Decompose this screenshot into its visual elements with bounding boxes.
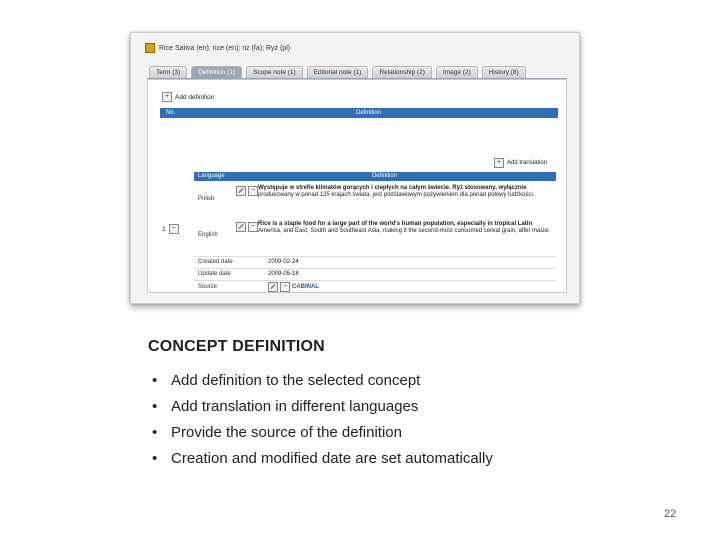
edit-icon[interactable] — [236, 222, 246, 232]
tab-image[interactable]: Image (2) — [436, 66, 478, 78]
column-header-definition: Definition — [356, 110, 382, 116]
tab-editorial-note[interactable]: Editorial note (1) — [307, 66, 369, 78]
bullet-icon: • — [152, 424, 158, 441]
bullet-icon: • — [152, 398, 158, 415]
definition-text: Występuje w strefie klimatów gorących i ciepłych na całym świecie. Ryż stosowany, wyłącznie produkowany w ponad 125 krajach świata, jest podstawowym pożywieniem dla ponad połowy ludzkości. — [258, 185, 535, 199]
row-controls — [236, 222, 258, 232]
translation-table-header — [194, 172, 556, 181]
bullet-list — [148, 368, 493, 472]
created-date-value: 2009-02-24 — [268, 259, 299, 265]
tab-definition[interactable]: Definition (1) — [191, 66, 242, 78]
add-translation-button[interactable] — [494, 158, 547, 168]
definition-panel — [147, 79, 567, 293]
concept-title: Rice Sativa (en); rice (en); riz (fa); Ryż (pl) — [159, 44, 291, 52]
language-name: Polish — [198, 196, 215, 202]
bullet-text: Creation and modified date are set automatically — [171, 450, 493, 467]
update-date-row — [194, 268, 556, 280]
definition-row-number — [162, 224, 179, 234]
remove-source-button[interactable]: − — [280, 282, 290, 292]
update-date-value: 2009-05-18 — [268, 271, 299, 277]
source-value — [268, 282, 319, 292]
tab-history[interactable]: History (8) — [482, 66, 526, 78]
translation-row-polish — [194, 184, 556, 218]
meta-label: Source — [198, 284, 218, 290]
plus-icon: + — [494, 158, 504, 168]
row-controls — [236, 186, 258, 196]
add-translation-label: Add translation — [507, 160, 548, 166]
bullet-text: Provide the source of the definition — [171, 424, 402, 441]
remove-definition-button[interactable]: − — [169, 224, 179, 234]
remove-button[interactable]: − — [248, 186, 258, 196]
edit-icon[interactable] — [268, 282, 278, 292]
page-number: 22 — [664, 508, 677, 520]
bullet-icon: • — [152, 450, 158, 467]
concept-title-bar — [145, 43, 290, 53]
slide-title: CONCEPT DEFINITION — [148, 338, 325, 355]
bullet-item — [148, 368, 493, 394]
translation-row-english — [194, 220, 556, 254]
plus-icon: + — [162, 92, 172, 102]
tab-scope-note[interactable]: Scope note (1) — [246, 66, 303, 78]
meta-label: Created date — [198, 259, 233, 265]
bullet-item — [148, 420, 493, 446]
tab-relationship[interactable]: Relationship (2) — [372, 66, 432, 78]
tab-bar — [149, 66, 526, 78]
tab-term[interactable]: Term (3) — [149, 66, 187, 78]
source-link[interactable]: CABINAL — [292, 284, 319, 290]
add-definition-button[interactable] — [162, 92, 214, 102]
concept-icon — [145, 43, 155, 53]
remove-button[interactable]: − — [248, 222, 258, 232]
created-date-row — [194, 256, 556, 268]
column-header-language: Language — [198, 173, 225, 179]
meta-label: Update date — [198, 271, 231, 277]
column-header-no: No. — [166, 110, 176, 116]
add-definition-label: Add definition — [175, 93, 215, 101]
edit-icon[interactable] — [236, 186, 246, 196]
column-header-translation-definition: Definition — [372, 173, 398, 179]
bullet-item — [148, 394, 493, 420]
bullet-text: Add translation in different languages — [171, 398, 419, 415]
definition-text: Rice is a staple food for a large part of the world's human population, especially in tropical Latin America, and East, South and Southeast Asia, making it the second-most consumed cereal grain, after maize. — [258, 221, 550, 235]
definition-table-header — [160, 108, 558, 118]
row-number: 1 — [162, 225, 166, 233]
language-name: English — [198, 232, 218, 238]
bullet-text: Add definition to the selected concept — [171, 372, 421, 389]
bullet-icon: • — [152, 372, 158, 389]
bullet-item — [148, 446, 493, 472]
source-row — [194, 280, 556, 292]
screenshot-frame — [130, 32, 580, 304]
